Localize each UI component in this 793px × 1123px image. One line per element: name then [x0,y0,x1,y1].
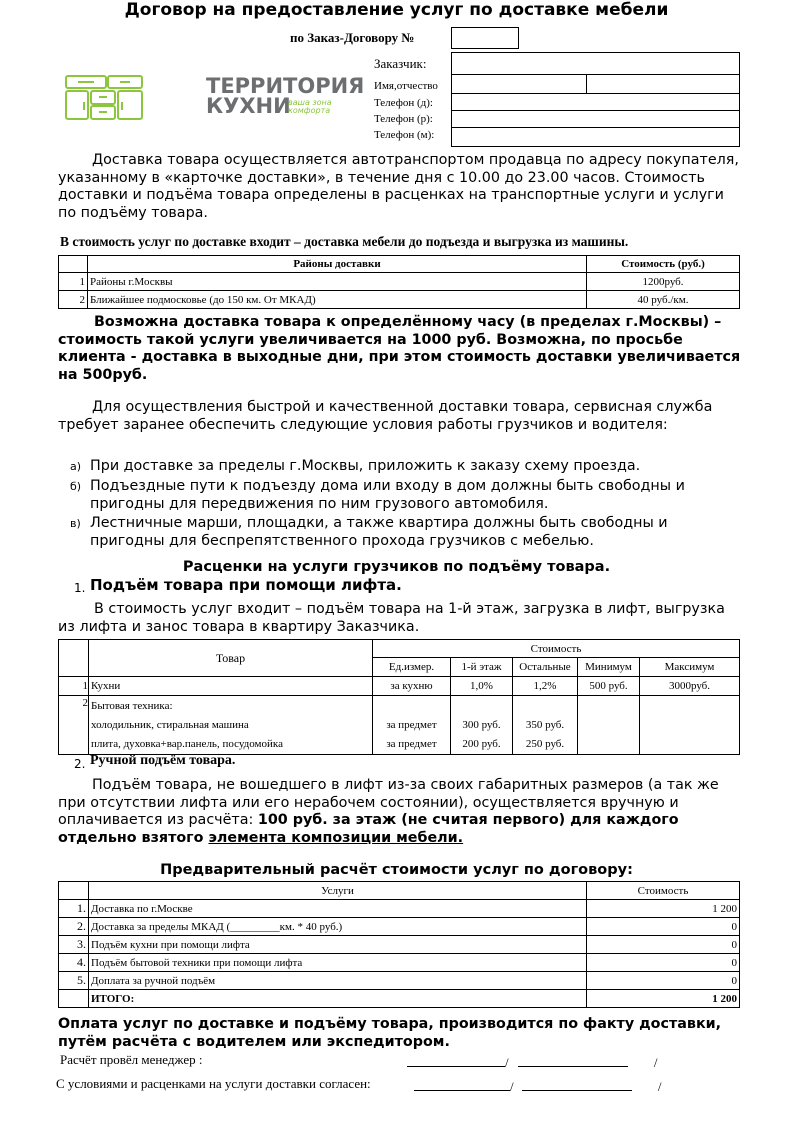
goods-subitem: плита, духовка+вар.панель, посудомойка [91,738,283,750]
total-value: 1 200 [587,990,740,1008]
phone-home-label: Телефон (д): [374,97,433,109]
row-number: 1 [59,273,88,291]
other-floors-price: 1,2% [513,677,578,696]
cost-header: Стоимость [587,882,740,900]
table-row [59,936,740,954]
services-header: Услуги [89,882,587,900]
lift-description: В стоимость услуг входит – подъём товара на 1-й этаж, загрузка в лифт, выгрузка из лифта и занос товара в квартиру Заказчика. [58,601,725,635]
service-name: Доплата за ручной подъём [89,972,587,990]
manager-signature[interactable] [407,1052,658,1071]
row-number: 1 [59,677,89,696]
other-floors-price: 250 руб. [525,738,565,750]
logo-tagline2: комфорта [288,106,331,115]
max-price: 3000руб. [640,677,740,696]
lift-rates-table [58,639,740,755]
first-floor-price: 1,0% [451,677,513,696]
intro-paragraph: Доставка товара осуществляется автотранспортом продавца по адресу покупателя, указанному в «карточке доставки», в течение дня с 10.00 до 23.00 часов. Стоимость доставки и подъёма товара определены в расценках на транспортные услуги и услуги по подъёму товара. [58,152,739,221]
first-floor-price: 300 руб. [462,719,501,731]
calc-table [58,881,740,1008]
calc-title: Предварительный расчёт стоимости услуг по договору: [160,862,633,878]
list-letter: б) [70,480,82,493]
other-floors-header: Остальные [513,658,578,677]
goods-unit: за кухню [373,677,451,696]
first-floor-header: 1-й этаж [451,658,513,677]
order-number-field[interactable] [451,27,519,49]
logo-line2: КУХНИ [206,94,291,118]
total-label: ИТОГО: [89,990,587,1008]
delivery-price: 1200руб. [587,273,740,291]
other-floors-price: 350 руб. [525,719,565,731]
condition-text: Лестничные марши, площадки, а также квартира должны быть свободны и пригодны для беспрепятственного прохода грузчиков с мебелью. [90,515,668,549]
manager-label: Расчёт провёл менеджер : [60,1052,203,1067]
row-number: 2. [59,918,89,936]
row-number: 1. [59,900,89,918]
delivery-area: Районы г.Москвы [88,273,587,291]
first-floor-price: 200 руб. [462,738,501,750]
list-letter: в) [70,517,81,530]
table-row [59,954,740,972]
customer-label: Заказчик: [374,56,427,71]
goods-subitem: холодильник, стиральная машина [91,719,249,731]
included-services: В стоимость услуг по доставке входит – доставка мебели до подъезда и выгрузка из машины. [60,234,629,249]
manual-section-title: Ручной подъём товара. [90,753,236,768]
cost-header: Стоимость [373,640,740,658]
service-name: Подъём бытовой техники при помощи лифта [89,954,587,972]
table-row [59,972,740,990]
slash: / [510,1079,514,1094]
service-cost: 0 [587,972,740,990]
delivery-area-header: Районы доставки [88,256,587,273]
lift-section-title: Подъём товара при помощи лифта. [90,576,402,594]
table-row [59,273,740,291]
kitchen-logo-icon [64,74,144,122]
manual-rate: 100 руб. за этаж (не считая первого) для каждого отдельно взятого [58,812,679,846]
manual-rate-element: элемента композиции мебели. [208,829,464,846]
logo-tagline1: ваша зона [288,98,332,107]
payment-terms: Оплата услуг по доставке и подъёму товара, производится по факту доставки, путём расчёта с водителем или экспедитором. [58,1016,722,1050]
slash: / [657,1079,662,1094]
condition-text: Подъездные пути к подъезду дома или входу в дом должны быть свободны и пригодны для передвижения по ним грузового автомобиля. [90,478,685,512]
row-number: 5. [59,972,89,990]
timed-delivery-paragraph: Возможна доставка товара к определённому часу (в пределах г.Москвы) – стоимость такой услуги увеличивается на 1000 руб. Возможна, по просьбе клиента - доставка в выходные дни, при этом стоимость доставки увеличивается на 500руб. [58,314,741,383]
max-header: Максимум [640,658,740,677]
phone-work-label: Телефон (р): [374,113,433,125]
table-row [59,696,740,755]
goods-name: Бытовая техника: [91,700,173,712]
delivery-area: Ближайшее подмосковье (до 150 км. От МКАД) [88,291,587,309]
company-logo [64,74,365,122]
delivery-price-header: Стоимость (руб.) [587,256,740,273]
service-cost: 0 [587,918,740,936]
goods-name: Кухни [89,677,373,696]
table-row [59,918,740,936]
list-letter: а) [70,460,82,473]
service-cost: 0 [587,954,740,972]
row-number: 2 [59,291,88,309]
agree-label: С условиями и расценками на услуги доставки согласен: [56,1076,371,1091]
order-number-label: по Заказ-Договору № [290,30,415,45]
service-name: Подъём кухни при помощи лифта [89,936,587,954]
slash: / [505,1055,509,1070]
client-signature[interactable] [414,1076,662,1095]
phone-mobile-label: Телефон (м): [374,129,435,141]
rates-title: Расценки на услуги грузчиков по подъёму товара. [182,559,611,575]
slash: / [653,1055,658,1070]
service-cost: 1 200 [587,900,740,918]
total-row [59,990,740,1008]
service-cost: 0 [587,936,740,954]
conditions-intro: Для осуществления быстрой и качественной доставки товара, сервисная служба требует заранее обеспечить следующие условия работы грузчиков и водителя: [58,399,713,433]
min-price: 500 руб. [578,677,640,696]
goods-header: Товар [89,640,373,677]
table-row [59,677,740,696]
customer-info-box [451,52,740,147]
logo-line1: ТЕРРИТОРИЯ [206,74,365,98]
unit-header: Ед.измер. [373,658,451,677]
row-number: 2 [59,696,89,755]
condition-text: При доставке за пределы г.Москвы, приложить к заказу схему проезда. [90,458,641,474]
delivery-table [58,255,740,309]
customer-name-label: Имя,отчество [374,80,438,92]
goods-unit: за предмет [386,719,437,731]
delivery-price: 40 руб./км. [587,291,740,309]
min-header: Минимум [578,658,640,677]
row-number: 3. [59,936,89,954]
table-row [59,291,740,309]
service-name: Доставка за пределы МКАД (_________км. * 40 руб.) [89,918,587,936]
manual-description [58,777,742,847]
lift-section-number: 1. [74,581,86,595]
manual-section-number: 2. [74,757,86,771]
row-number: 4. [59,954,89,972]
page-title: Договор на предоставление услуг по доставке мебели [124,0,669,20]
service-name: Доставка по г.Москве [89,900,587,918]
goods-unit: за предмет [386,738,437,750]
table-row [59,900,740,918]
manual-text: Подъём товара, не вошедшего в лифт из-за своих габаритных размеров (а так же при отсутствии лифта или его нерабочем состоянии), осуществляется вручную и оплачивается из расчёта: [58,777,719,828]
